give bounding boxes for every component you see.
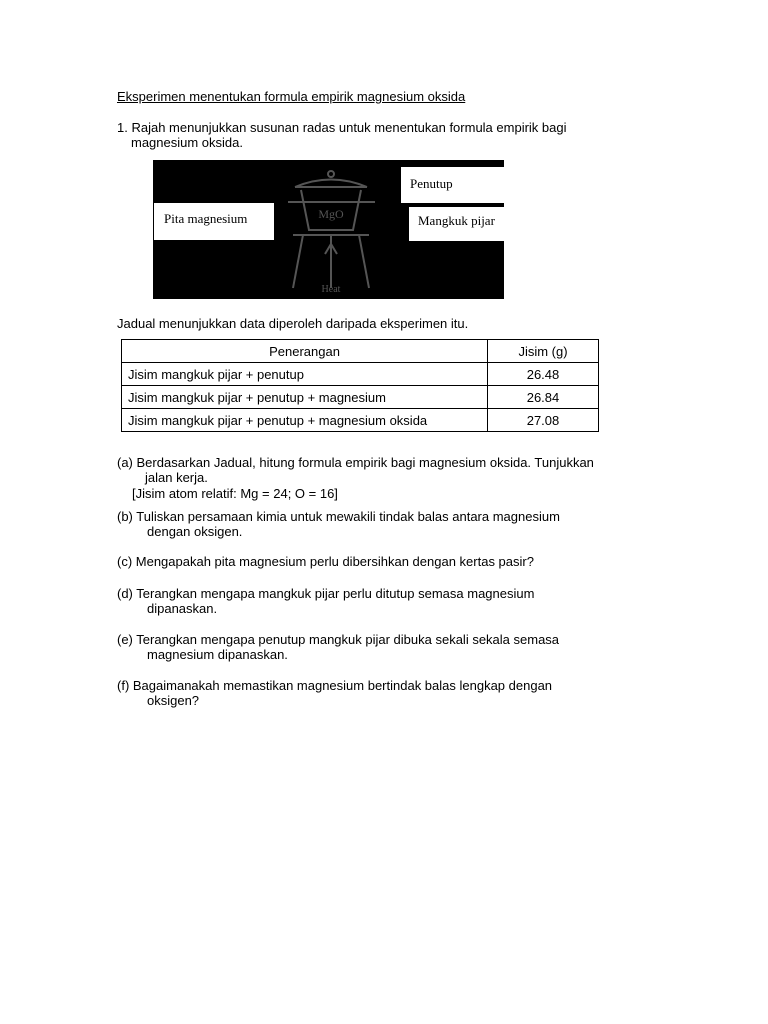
cell-mass: 27.08 xyxy=(488,409,599,432)
cell-description: Jisim mangkuk pijar + penutup xyxy=(122,363,488,386)
question-d-line-1: (d) Terangkan mengapa mangkuk pijar perlu ditutup semasa magnesium xyxy=(117,586,535,601)
question-f-line-1: (f) Bagaimanakah memastikan magnesium bertindak balas lengkap dengan xyxy=(117,678,553,693)
question-f-line-2: oksigen? xyxy=(147,693,200,708)
label-penutup: Penutup xyxy=(401,167,504,203)
crucible-label: MgO xyxy=(318,207,344,221)
cell-mass: 26.48 xyxy=(488,363,599,386)
table-row xyxy=(122,409,599,432)
intro-line-2: magnesium oksida. xyxy=(131,135,243,150)
table-intro: Jadual menunjukkan data diperoleh daripada eksperimen itu. xyxy=(117,316,469,331)
question-c-line-1: (c) Mengapakah pita magnesium perlu dibersihkan dengan kertas pasir? xyxy=(117,554,534,569)
label-mangkuk-pijar: Mangkuk pijar xyxy=(409,207,504,241)
intro-line-1: 1. Rajah menunjukkan susunan radas untuk menentukan formula empirik bagi xyxy=(117,120,567,135)
label-pita-magnesium: Pita magnesium xyxy=(154,203,274,240)
cell-mass: 26.84 xyxy=(488,386,599,409)
cell-description: Jisim mangkuk pijar + penutup + magnesium oksida xyxy=(122,409,488,432)
table-row xyxy=(122,363,599,386)
header-jisim: Jisim (g) xyxy=(488,340,599,363)
document-title: Eksperimen menentukan formula empirik magnesium oksida xyxy=(117,89,466,104)
data-table xyxy=(121,339,599,432)
question-e-line-2: magnesium dipanaskan. xyxy=(147,647,288,662)
question-e-line-1: (e) Terangkan mengapa penutup mangkuk pijar dibuka sekali sekala semasa xyxy=(117,632,560,647)
apparatus-figure xyxy=(153,160,504,299)
question-b-line-2: dengan oksigen. xyxy=(147,524,243,539)
question-b-line-1: (b) Tuliskan persamaan kimia untuk mewakili tindak balas antara magnesium xyxy=(117,509,560,524)
heat-label: Heat xyxy=(321,284,341,295)
question-a-line-3: [Jisim atom relatif: Mg = 24; O = 16] xyxy=(132,486,338,501)
header-penerangan: Penerangan xyxy=(122,340,488,363)
question-d-line-2: dipanaskan. xyxy=(147,601,218,616)
table-header-row xyxy=(122,340,599,363)
question-a-line-1: (a) Berdasarkan Jadual, hitung formula empirik bagi magnesium oksida. Tunjukkan xyxy=(117,455,594,470)
question-a-line-2: jalan kerja. xyxy=(145,470,208,485)
cell-description: Jisim mangkuk pijar + penutup + magnesium xyxy=(122,386,488,409)
table-row xyxy=(122,386,599,409)
